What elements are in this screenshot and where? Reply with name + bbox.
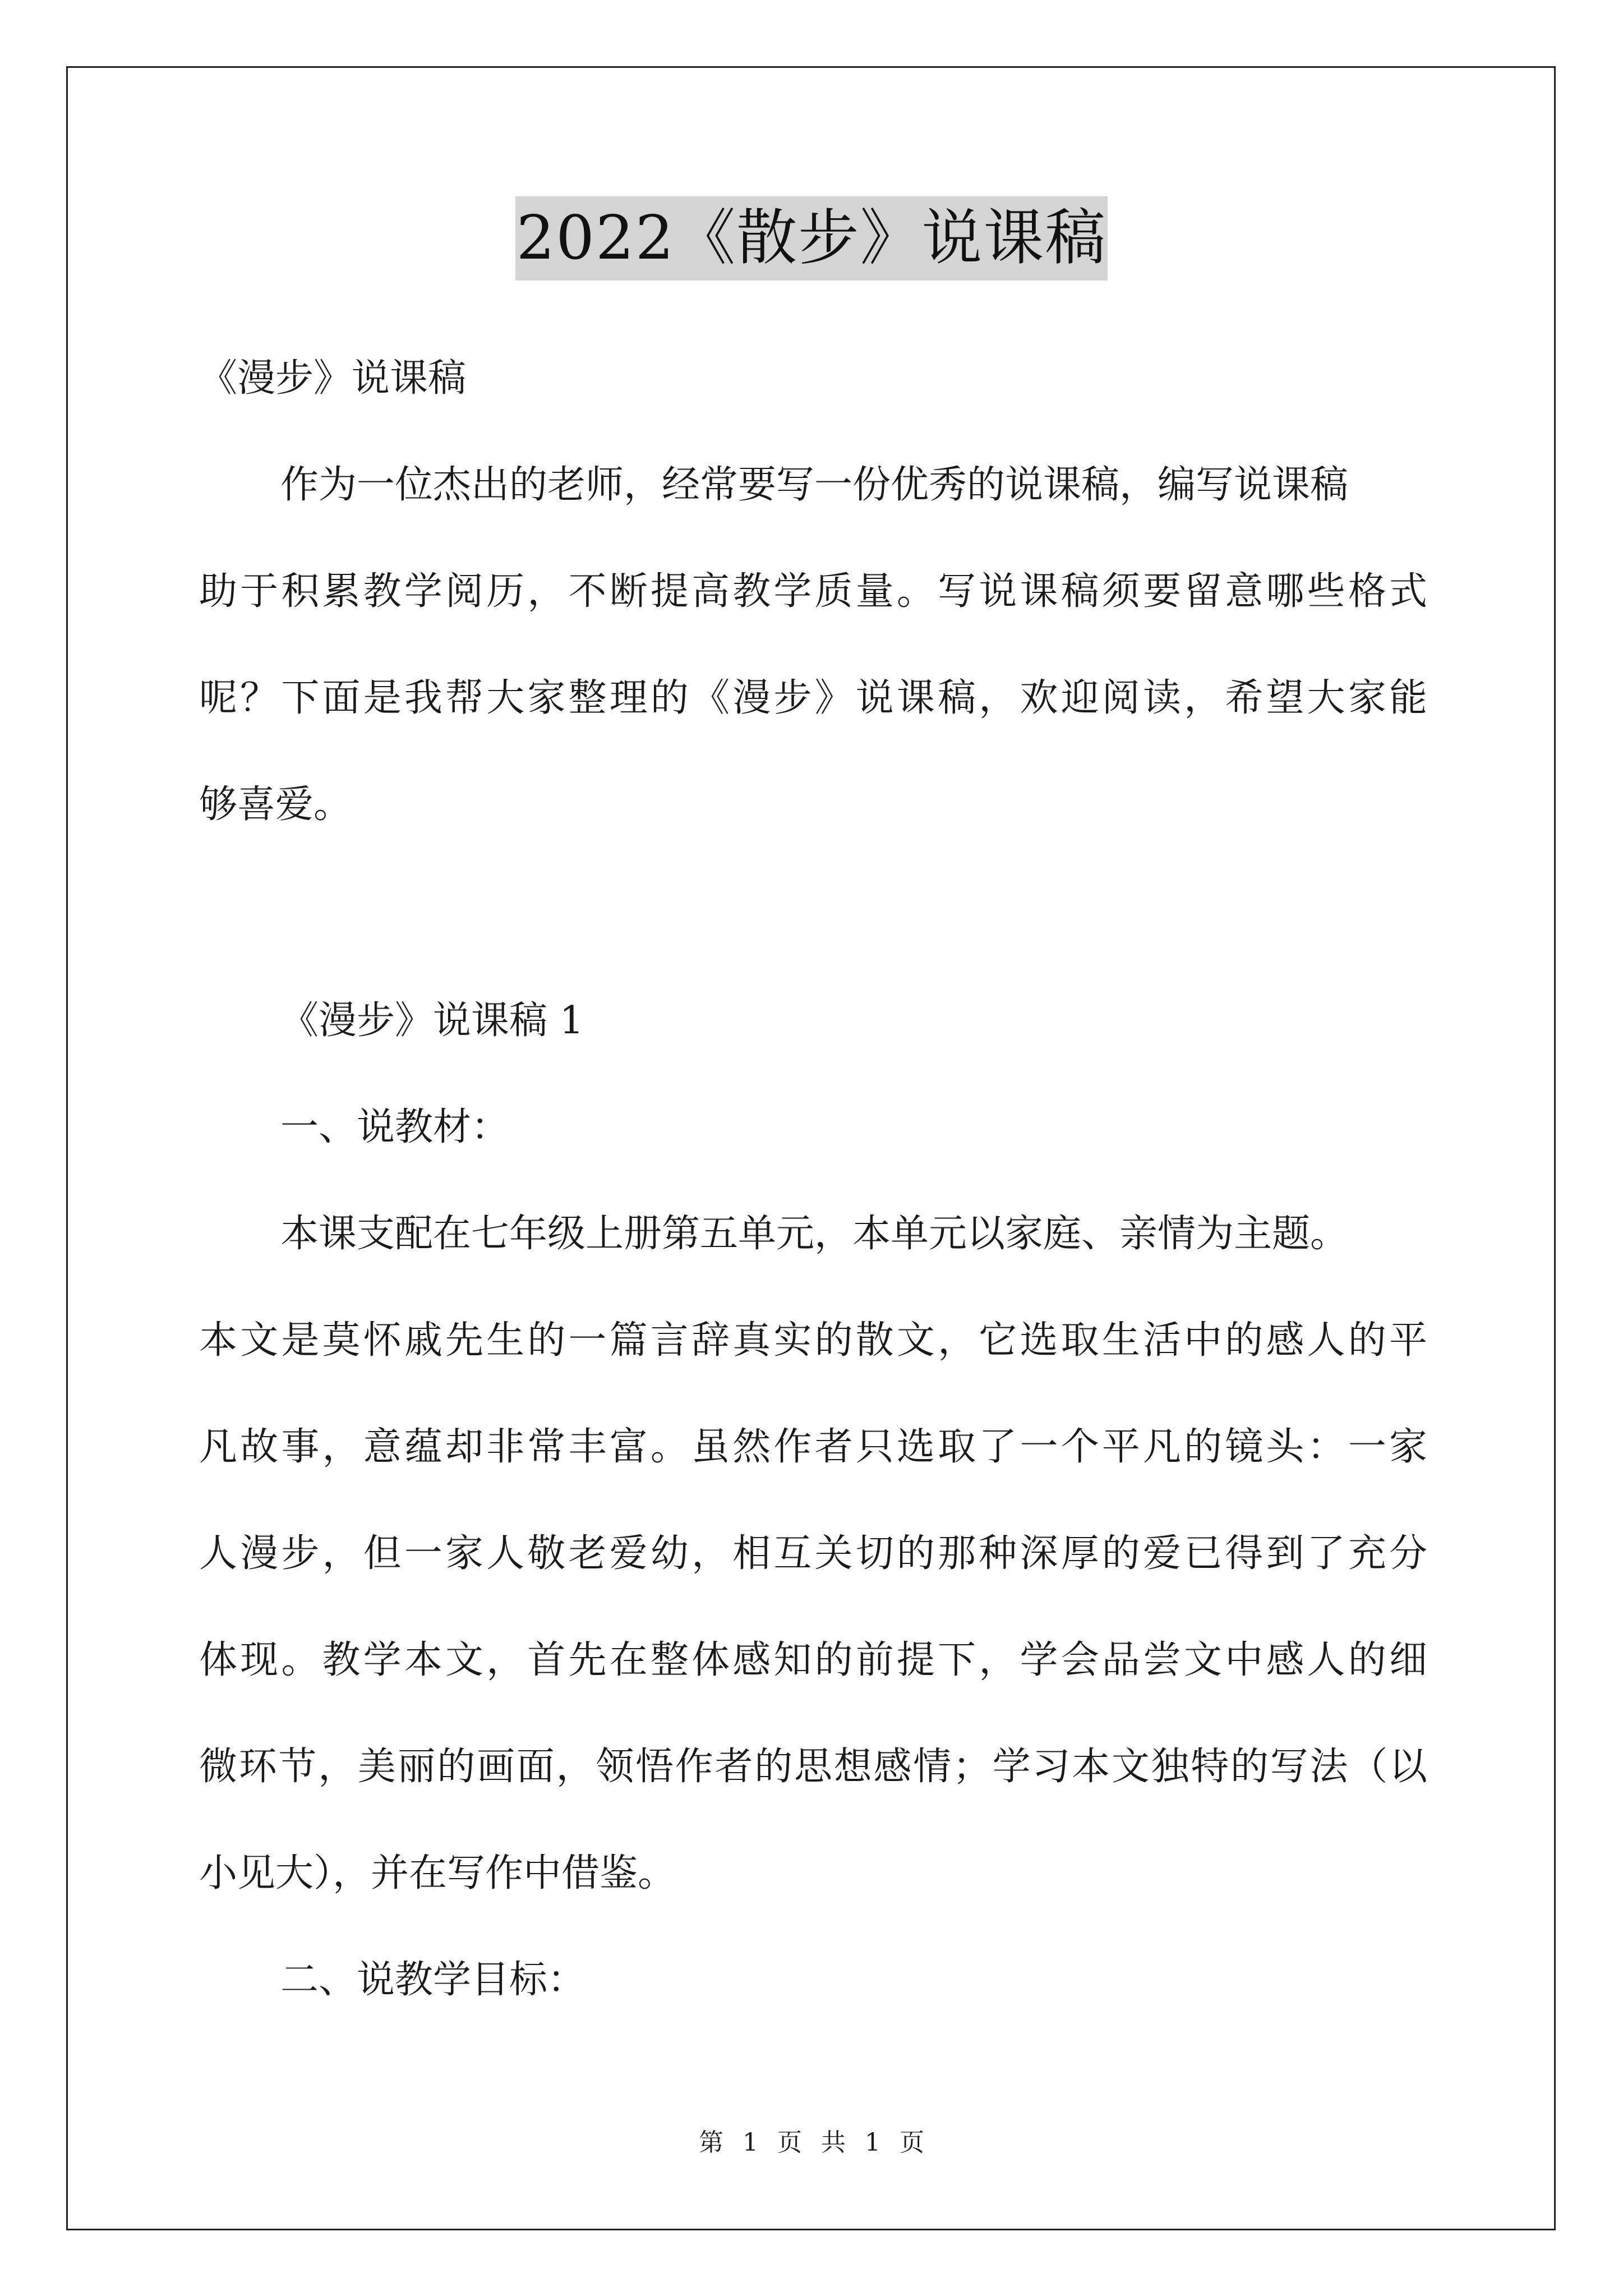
body-line-6: 微环节，美丽的画面，领悟作者的思想感情；学习本文独特的写法（以: [199, 1745, 1427, 1789]
heading-teaching-goals: 二、说教学目标：: [280, 1958, 586, 2002]
document-subtitle: 《漫步》说课稿: [199, 356, 467, 401]
document-title: 2022《散步》说课稿: [515, 196, 1108, 280]
intro-line-1: 作为一位杰出的老师，经常要写一份优秀的说课稿，编写说课稿: [280, 463, 1349, 507]
intro-line-2: 助于积累教学阅历，不断提高教学质量。写说课稿须要留意哪些格式: [199, 569, 1427, 614]
body-line-3: 凡故事，意蕴却非常丰富。虽然作者只选取了一个平凡的镜头：一家: [199, 1425, 1427, 1469]
intro-line-4: 够喜爱。: [199, 783, 352, 827]
intro-line-3: 呢？下面是我帮大家整理的《漫步》说课稿，欢迎阅读，希望大家能: [199, 676, 1427, 720]
body-line-7: 小见大），并在写作中借鉴。: [199, 1851, 676, 1895]
body-line-2: 本文是莫怀戚先生的一篇言辞真实的散文，它选取生活中的感人的平: [199, 1318, 1427, 1363]
page-footer: 第 1 页 共 1 页: [699, 2128, 924, 2157]
section-title: 《漫步》说课稿 1: [280, 999, 584, 1043]
title-container: [0, 196, 1623, 280]
heading-teaching-material: 一、说教材：: [280, 1105, 510, 1149]
body-line-4: 人漫步，但一家人敬老爱幼，相互关切的那种深厚的爱已得到了充分: [199, 1531, 1427, 1576]
body-line-1: 本课支配在七年级上册第五单元，本单元以家庭、亲情为主题。: [280, 1212, 1349, 1256]
body-line-5: 体现。教学本文，首先在整体感知的前提下，学会品尝文中感人的细: [199, 1638, 1427, 1682]
